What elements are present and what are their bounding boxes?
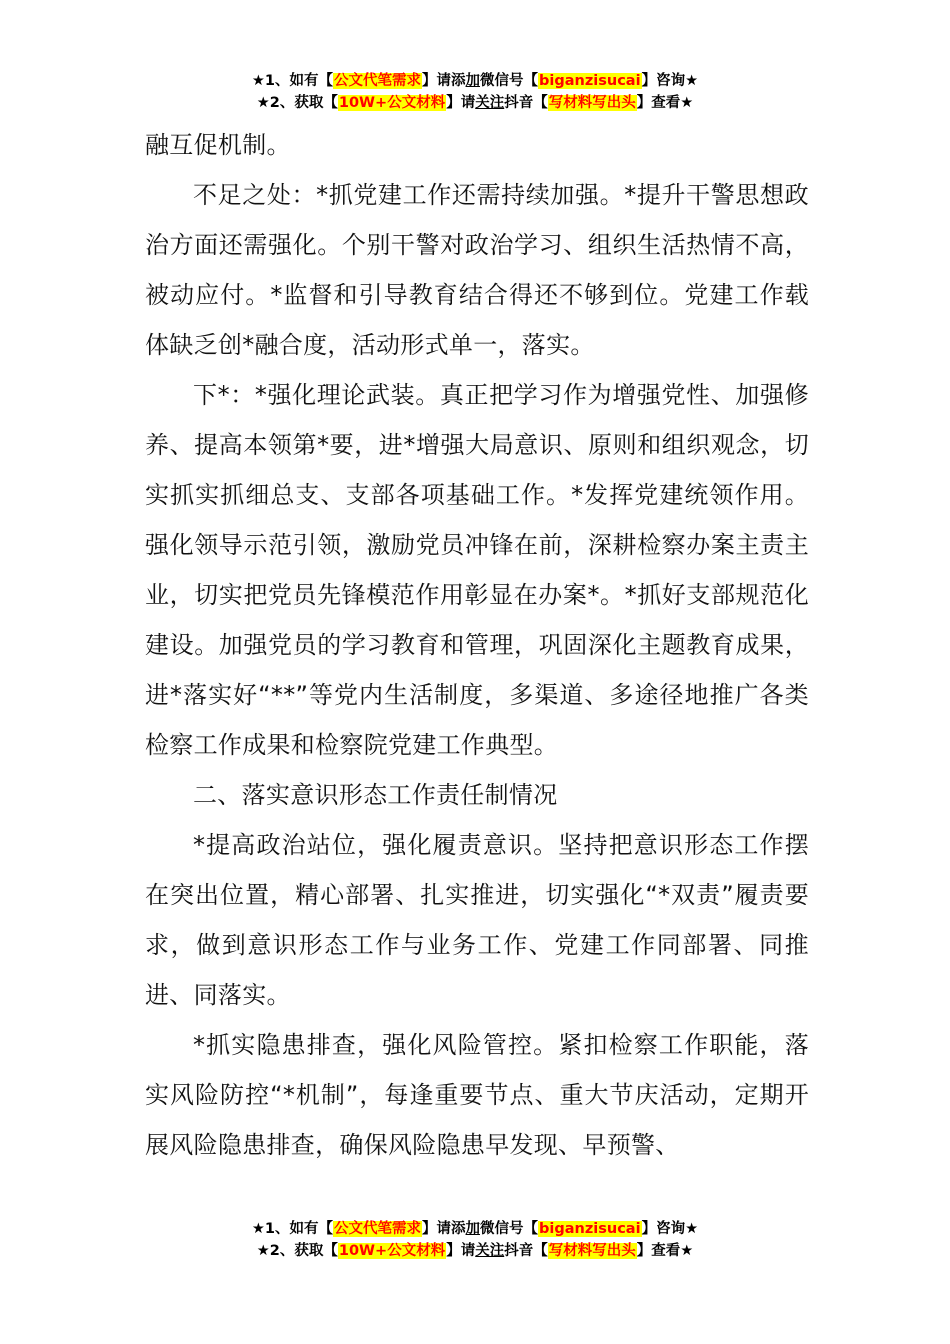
paragraph-political-position: *提高政治站位，强化履责意识。坚持把意识形态工作摆在突出位置，精心部署、扎实推进，切实强化“*双责”履责要求，做到意识形态工作与业务工作、党建工作同部署、同推进、同落实。 (145, 831, 809, 1009)
highlight-wechat-id: biganzisucai (539, 73, 641, 89)
highlight-service: 公文代笔需求 (334, 73, 422, 89)
highlight-douyin-account: 写材料写出头 (548, 95, 636, 111)
paragraph-shortcomings: 不足之处：*抓党建工作还需持续加强。*提升干警思想政治方面还需强化。个别干警对政治学习、组织生活热情不高，被动应付。*监督和引导教育结合得还不够到位。党建工作载体缺乏创*融合度，活动形式单一，落实。 (145, 181, 809, 359)
promo-line-2: ★2、获取【10W+公文材料】请关注抖音【写材料写出头】查看★ (256, 95, 694, 111)
paragraph-next-steps: 下*：*强化理论武装。真正把学习作为增强党性、加强修养、提高本领第*要，进*增强大局意识、原则和组织观念，切实抓实抓细总支、支部各项基础工作。*发挥党建统领作用。强化领导示范引领，激励党员冲锋在前，深耕检察办案主责主业，切实把党员先锋模范作用彰显在办案*。*抓好支部规范化建设。加强党员的学习教育和管理，巩固深化主题教育成果，进*落实好“**”等党内生活制度，多渠道、多途径地推广各类检察工作成果和检察院党建工作典型。 (145, 381, 809, 759)
document-body (145, 120, 809, 1170)
highlight-materials: 10W+公文材料 (338, 95, 446, 111)
section-heading: 二、落实意识形态工作责任制情况 (193, 781, 558, 809)
promo-line-1: ★1、如有【公文代笔需求】请添加微信号【biganzisucai】咨询★ (251, 73, 699, 89)
promo-banner-top (0, 70, 950, 114)
highlight-service: 公文代笔需求 (334, 1221, 422, 1237)
highlight-materials: 10W+公文材料 (338, 1243, 446, 1259)
promo-line-2: ★2、获取【10W+公文材料】请关注抖音【写材料写出头】查看★ (256, 1243, 694, 1259)
promo-line-1: ★1、如有【公文代笔需求】请添加微信号【biganzisucai】咨询★ (251, 1221, 699, 1237)
highlight-wechat-id: biganzisucai (539, 1221, 641, 1237)
highlight-douyin-account: 写材料写出头 (548, 1243, 636, 1259)
paragraph-continuation: 融互促机制。 (145, 131, 291, 159)
promo-banner-bottom (0, 1218, 950, 1262)
paragraph-risk-control: *抓实隐患排查，强化风险管控。紧扣检察工作职能，落实风险防控“*机制”，每逢重要节点、重大节庆活动，定期开展风险隐患排查，确保风险隐患早发现、早预警、 (145, 1031, 809, 1159)
